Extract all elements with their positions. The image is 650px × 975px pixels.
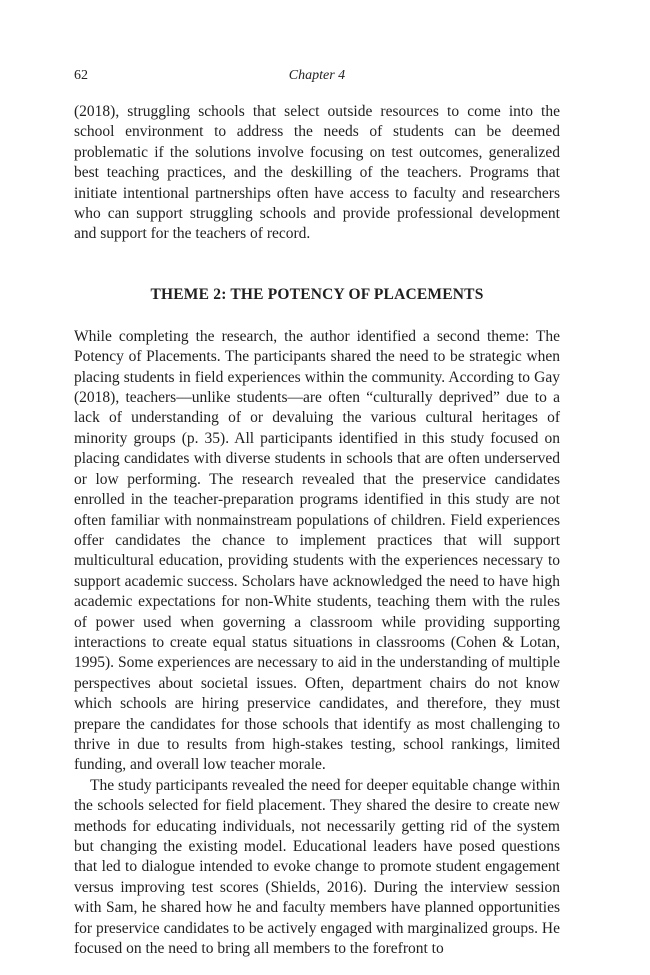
section-heading: THEME 2: THE POTENCY OF PLACEMENTS [150, 285, 484, 303]
running-head: Chapter 4 [288, 68, 346, 83]
page-number: 62 [74, 68, 88, 83]
page-header [74, 64, 560, 88]
section-paragraph-1: While completing the research, the author identified a second theme: The Potency of Placements. The participants shared the need to be strategic when placing students in field experiences within the community. According to Gay (2018), teachers—unlike students—are often “culturally deprived” due to a lack of understanding of or devaluing the various cultural heritages of minority groups (p. 35). All participants identified in this study focused on placing candidates with diverse students in schools that are often underserved or low performing. The research revealed that the preservice candidates enrolled in the teacher-preparation programs identified in this study are not often familiar with nonmainstream populations of children. Field experiences offer candidates the chance to implement practices that will support multicultural education, providing students with the experiences necessary to support academic success. Scholars have acknowledged the need to have high academic expectations for non-White students, teaching them with the rules of power used when governing a classroom while providing supporting interactions to create equal status situations in classrooms (Cohen & Lotan, 1995). Some experiences are necessary to aid in the understanding of multiple perspectives about societal issues. Often, department chairs do not know which schools are hiring preservice candidates, and therefore, they must prepare the candidates for those schools that identify as most challenging to thrive in due to results from high-stakes testing, school rankings, limited funding, and overall low teacher morale. [74, 327, 560, 774]
book-page [74, 64, 560, 959]
body-text [74, 102, 560, 959]
section-paragraph-2: The study participants revealed the need for deeper equitable change within the schools selected for field placement. They shared the desire to create new methods for educating individuals, not necessarily getting rid of the system but changing the existing model. Educational leaders have posed questions that led to dialogue intended to evoke change to promote student engagement versus improving test scores (Shields, 2016). During the interview session with Sam, he shared how he and faculty members have planned opportunities for preservice candidates to be actively engaged with marginalized groups. He focused on the need to bring all members to the forefront to [74, 776, 560, 958]
paragraph-continued: (2018), struggling schools that select outside resources to come into the school environment to address the needs of students can be deemed problematic if the solutions involve focusing on test outcomes, generalized best teaching practices, and the deskilling of the teachers. Programs that initiate intentional partnerships often have access to faculty and researchers who can support struggling schools and provide professional development and support for the teachers of record. [74, 103, 560, 243]
